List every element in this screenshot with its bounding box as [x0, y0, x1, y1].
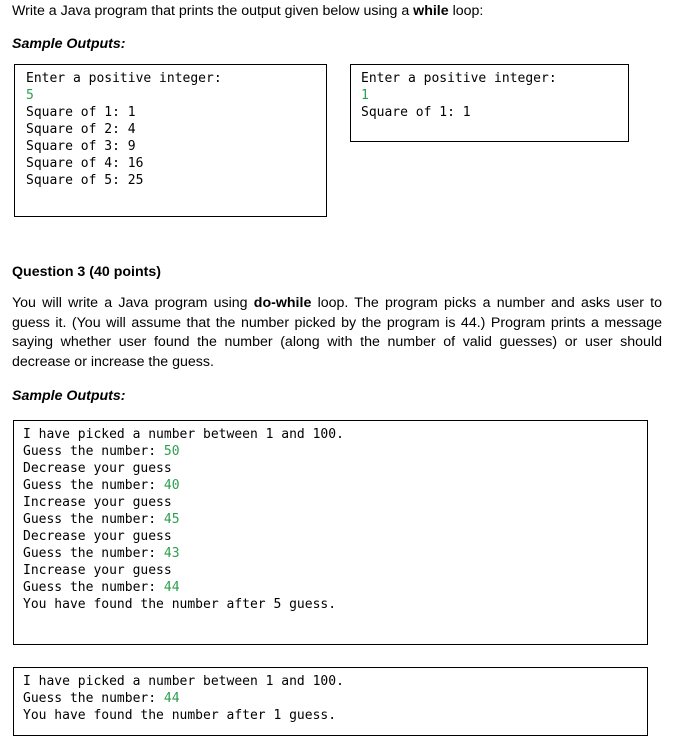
- sample-output-box-3: [13, 420, 648, 645]
- user-input-value: 44: [163, 580, 180, 595]
- description-line-4: decrease or increase the guess.: [12, 353, 214, 370]
- sample-outputs-label: Sample Outputs:: [12, 388, 126, 404]
- question-description: [12, 294, 662, 372]
- console-text: Square of 1: 1: [361, 105, 471, 120]
- console-line: [361, 70, 557, 87]
- console-line: [23, 494, 344, 511]
- sample-output-box-4: [13, 667, 648, 736]
- user-input-value: 43: [163, 546, 180, 561]
- user-input-value: 1: [361, 88, 369, 103]
- console-line: [26, 70, 222, 87]
- intro-text: [12, 1, 483, 21]
- console-line: [23, 426, 344, 443]
- console-text: Square of 4: 16: [26, 156, 144, 171]
- console-line: [23, 460, 344, 477]
- console-line: [26, 87, 222, 104]
- console-text: Guess the number:: [23, 546, 164, 561]
- console-text: Square of 2: 4: [26, 122, 136, 137]
- console-text: You have found the number after 5 guess.: [23, 597, 337, 612]
- sample-output-box-1: [14, 64, 327, 217]
- description-line-3: saying whether user found the number (along with the number of valid guesses) or user should: [12, 334, 662, 351]
- console-line: [23, 443, 344, 460]
- console-lines: [361, 70, 557, 121]
- console-line: [23, 562, 344, 579]
- intro-prefix: Write a Java program that prints the output given below using a: [12, 3, 414, 19]
- console-text: Square of 1: 1: [26, 105, 136, 120]
- user-input-value: 50: [163, 444, 180, 459]
- console-line: [23, 690, 344, 707]
- description-line-2: guess it. (You will assume that the number picked by the program is 44.) Program prints a message: [12, 314, 662, 331]
- intro-keyword: while: [413, 3, 449, 19]
- description-text: You will write a Java program using: [12, 295, 254, 311]
- console-lines: [26, 70, 222, 189]
- question-heading: Question 3 (40 points): [12, 264, 161, 280]
- console-text: Guess the number:: [23, 512, 164, 527]
- console-text: Guess the number:: [23, 444, 164, 459]
- description-line-1: [12, 294, 662, 314]
- console-text: Increase your guess: [23, 495, 172, 510]
- console-text: Enter a positive integer:: [26, 71, 222, 86]
- console-text: Guess the number:: [23, 580, 164, 595]
- user-input-value: 40: [163, 478, 180, 493]
- console-text: Enter a positive integer:: [361, 71, 557, 86]
- console-line: [23, 579, 344, 596]
- console-line: [26, 172, 222, 189]
- console-line: [23, 528, 344, 545]
- console-text: I have picked a number between 1 and 100.: [23, 674, 344, 689]
- console-line: [23, 477, 344, 494]
- console-line: [23, 511, 344, 528]
- console-line: [26, 121, 222, 138]
- console-text: Increase your guess: [23, 563, 172, 578]
- console-text: I have picked a number between 1 and 100.: [23, 427, 344, 442]
- console-text: Square of 5: 25: [26, 173, 144, 188]
- console-lines: [23, 673, 344, 724]
- console-line: [23, 545, 344, 562]
- console-line: [23, 596, 344, 613]
- user-input-value: 45: [163, 512, 180, 527]
- intro-suffix: loop:: [448, 3, 484, 19]
- description-text: loop. The program picks a number and asks user to: [311, 295, 662, 311]
- description-keyword: do-while: [253, 295, 312, 311]
- console-text: Decrease your guess: [23, 461, 172, 476]
- user-input-value: 5: [26, 88, 34, 103]
- console-lines: [23, 426, 344, 613]
- console-line: [361, 104, 557, 121]
- console-line: [26, 138, 222, 155]
- console-text: Square of 3: 9: [26, 139, 136, 154]
- console-line: [23, 707, 344, 724]
- console-text: Decrease your guess: [23, 529, 172, 544]
- sample-outputs-label: Sample Outputs:: [12, 36, 126, 52]
- console-text: Guess the number:: [23, 691, 164, 706]
- console-line: [26, 104, 222, 121]
- console-line: [361, 87, 557, 104]
- console-text: Guess the number:: [23, 478, 164, 493]
- sample-output-box-2: [350, 64, 629, 142]
- console-text: You have found the number after 1 guess.: [23, 708, 337, 723]
- console-line: [26, 155, 222, 172]
- user-input-value: 44: [163, 691, 180, 706]
- console-line: [23, 673, 344, 690]
